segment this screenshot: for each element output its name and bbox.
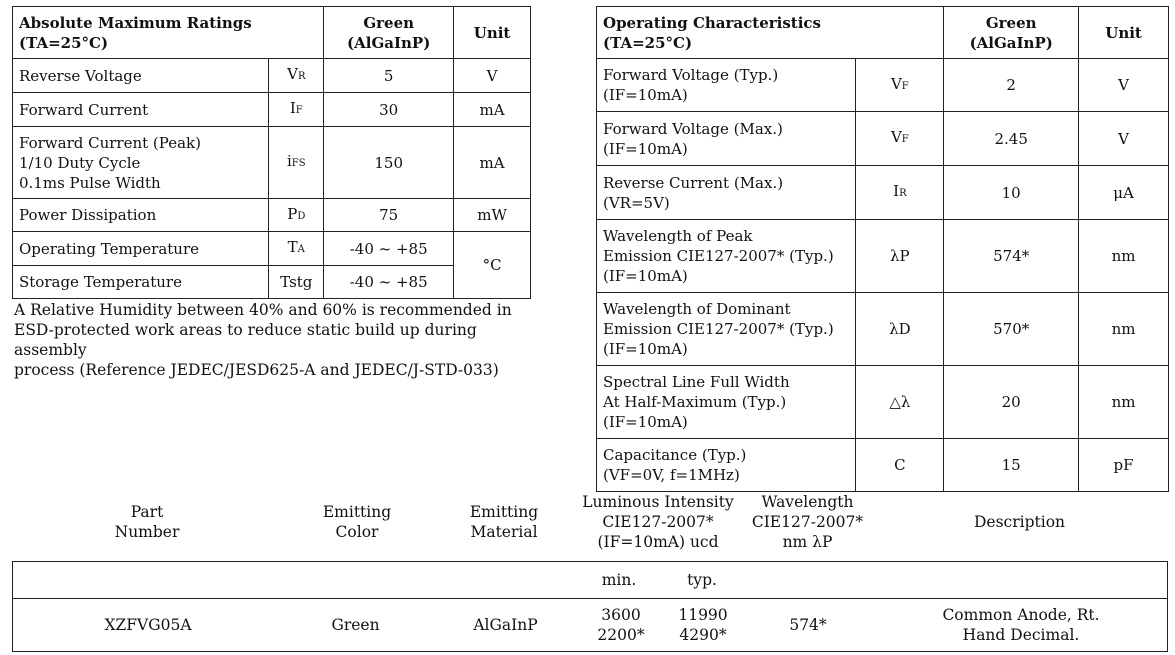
amr-symbol: Tstg [269,266,324,299]
amr-label: Forward Current (Peak) 1/10 Duty Cycle 0.1ms Pulse Width [13,127,269,199]
oc-label: Spectral Line Full Width At Half-Maximum (Typ.) (IF=10mA) [597,366,856,439]
header-wavelength: Wavelength CIE127-2007* nm λP [751,493,864,551]
table-row [597,59,1169,112]
amr-label: Forward Current [13,93,269,127]
amr-unit: mA [454,93,531,127]
oc-col-unit: Unit [1079,7,1169,59]
amr-symbol: IF [269,93,324,127]
sub-header-typ: typ. [687,571,717,589]
amr-label: Operating Temperature [13,232,269,266]
oc-label: Wavelength of Peak Emission CIE127-2007* (Typ.) (IF=10mA) [597,220,856,293]
sub-header-min: min. [601,571,637,589]
oc-unit: pF [1079,439,1169,492]
table-row [13,232,531,266]
part-table-header [12,492,1169,558]
description-cell: Common Anode, Rt. Hand Decimal. [942,606,1100,644]
oc-unit: V [1079,59,1169,112]
table-row [13,266,531,299]
oc-label: Wavelength of Dominant Emission CIE127-2007* (Typ.) (IF=10mA) [597,293,856,366]
amr-symbol: TA [269,232,324,266]
operating-characteristics-table [596,6,1169,492]
amr-symbol: PD [269,199,324,232]
oc-value: 2.45 [944,112,1079,166]
oc-symbol: λP [856,220,944,293]
oc-label: Capacitance (Typ.) (VF=0V, f=1MHz) [597,439,856,492]
amr-unit: °C [454,232,531,299]
oc-symbol: VF [856,112,944,166]
oc-col-green: Green (AlGaInP) [944,7,1079,59]
oc-value: 2 [944,59,1079,112]
header-description: Description [973,513,1066,531]
amr-unit: mA [454,127,531,199]
amr-value: -40 ~ +85 [324,266,454,299]
amr-label: Power Dissipation [13,199,269,232]
table-row [597,166,1169,220]
header-luminous-intensity: Luminous Intensity CIE127-2007* (IF=10mA) ucd [582,493,734,551]
oc-unit: nm [1079,293,1169,366]
table-row [13,93,531,127]
amr-symbol: iFS [269,127,324,199]
oc-title: Operating Characteristics (TA=25°C) [597,7,944,59]
oc-value: 570* [944,293,1079,366]
wavelength-cell: 574* [789,616,827,634]
amr-value: 30 [324,93,454,127]
amr-symbol: VR [269,59,324,93]
oc-symbol: IR [856,166,944,220]
header-emitting-color: Emitting Color [322,503,392,541]
amr-unit: mW [454,199,531,232]
absolute-maximum-ratings-table [12,6,531,299]
oc-label: Forward Voltage (Max.) (IF=10mA) [597,112,856,166]
amr-value: 75 [324,199,454,232]
oc-symbol: △λ [856,366,944,439]
emitting-material-cell: AlGaInP [473,616,538,634]
amr-label: Reverse Voltage [13,59,269,93]
table-row [597,439,1169,492]
amr-value: 5 [324,59,454,93]
oc-symbol: λD [856,293,944,366]
oc-value: 574* [944,220,1079,293]
oc-symbol: VF [856,59,944,112]
oc-unit: nm [1079,366,1169,439]
amr-value: 150 [324,127,454,199]
table-row [597,366,1169,439]
table-row [13,199,531,232]
oc-value: 15 [944,439,1079,492]
header-emitting-material: Emitting Material [469,503,539,541]
humidity-note: A Relative Humidity between 40% and 60% is recommended in ESD-protected work areas to reduce static build up during assembly process (Reference JEDEC/JESD625-A and JEDEC/J-STD-033) [14,301,512,379]
oc-symbol: C [856,439,944,492]
table-row [13,127,531,199]
oc-label: Forward Voltage (Typ.) (IF=10mA) [597,59,856,112]
amr-unit: V [454,59,531,93]
amr-col-green: Green (AlGaInP) [324,7,454,59]
header-part-number: Part Number [114,503,180,541]
oc-value: 10 [944,166,1079,220]
amr-label: Storage Temperature [13,266,269,299]
oc-unit: V [1079,112,1169,166]
intensity-min-cell: 3600 2200* [597,606,645,644]
oc-unit: μA [1079,166,1169,220]
table-row [597,112,1169,166]
amr-col-unit: Unit [454,7,531,59]
oc-value: 20 [944,366,1079,439]
table-row [597,293,1169,366]
part-table-body [12,561,1168,652]
table-row [13,59,531,93]
oc-unit: nm [1079,220,1169,293]
part-number-cell: XZFVG05A [104,616,192,634]
intensity-typ-cell: 11990 4290* [678,606,728,644]
amr-title: Absolute Maximum Ratings (TA=25°C) [13,7,324,59]
amr-value: -40 ~ +85 [324,232,454,266]
row-divider [13,598,1167,599]
table-row [597,220,1169,293]
emitting-color-cell: Green [331,616,380,634]
oc-label: Reverse Current (Max.) (VR=5V) [597,166,856,220]
